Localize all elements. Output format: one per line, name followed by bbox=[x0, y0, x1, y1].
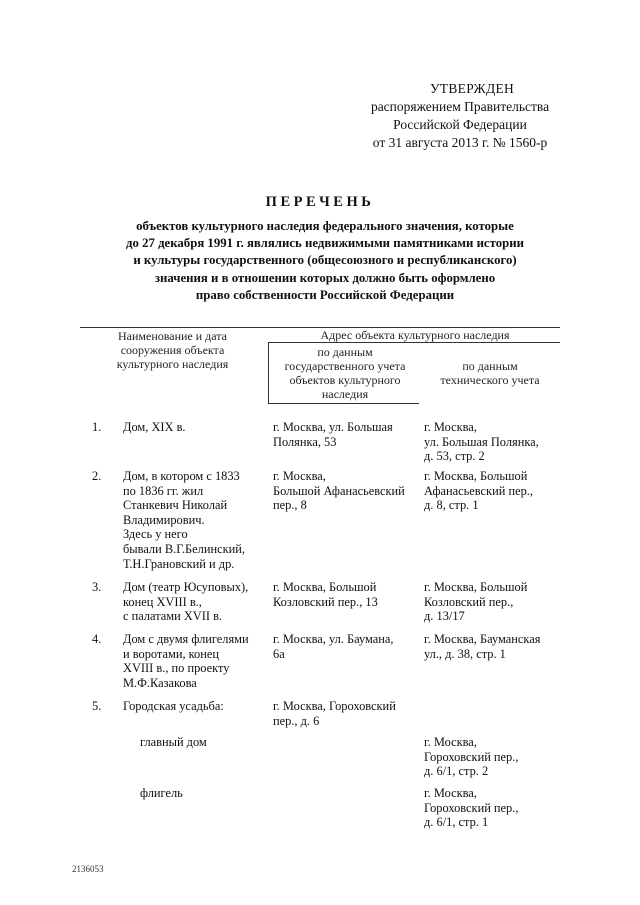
tech-address-line: Афанасьевский пер., bbox=[424, 483, 533, 498]
state-address-line: г. Москва, Гороховский bbox=[273, 699, 396, 713]
subtitle-line: объектов культурного наследия федерального значения, которые bbox=[136, 219, 514, 233]
subtitle-line: и культуры государственного (общесоюзного и республиканского) bbox=[133, 253, 517, 268]
document-title: ПЕРЕЧЕНЬ bbox=[265, 194, 375, 210]
tech-address-line: г. Москва, bbox=[424, 786, 477, 800]
state-record-header bbox=[270, 345, 420, 401]
tech-address-line: г. Москва, Большой bbox=[424, 469, 528, 483]
object-name-line: по 1836 гг. жил bbox=[123, 483, 204, 498]
row-number: 1. bbox=[92, 420, 102, 434]
state-address-line: Козловский пер., 13 bbox=[273, 594, 378, 609]
state-header-line: по данным bbox=[317, 345, 373, 359]
name-header-line: культурного наследия bbox=[116, 357, 229, 371]
object-name-line: Дом, XIX в. bbox=[123, 420, 186, 434]
address-column-header: Адрес объекта культурного наследия bbox=[320, 328, 510, 342]
object-name-line: Дом (театр Юсуповых), bbox=[123, 580, 249, 594]
state-header-line: наследия bbox=[321, 387, 369, 401]
tech-address bbox=[424, 469, 564, 513]
tech-address-line: Гороховский пер., bbox=[424, 749, 519, 764]
object-name-line: Дом с двумя флигелями bbox=[123, 632, 249, 646]
approval-line: Российской Федерации bbox=[393, 117, 527, 132]
approval-block bbox=[330, 80, 590, 152]
state-address-line: пер., 8 bbox=[273, 498, 307, 513]
object-name-line: Владимирович. bbox=[123, 512, 205, 527]
tech-record-header bbox=[420, 359, 560, 387]
state-header-line: объектов культурного bbox=[289, 373, 401, 387]
tech-address-line: д. 13/17 bbox=[424, 609, 465, 624]
tech-address-line: г. Москва, bbox=[424, 735, 477, 749]
tech-header-line: по данным bbox=[462, 359, 518, 373]
subobject-name: флигель bbox=[140, 786, 183, 800]
object-name bbox=[123, 420, 263, 435]
tech-address-line: г. Москва, bbox=[424, 420, 477, 434]
state-address-line: 6а bbox=[273, 646, 285, 661]
state-address bbox=[273, 699, 418, 728]
subobject-name: главный дом bbox=[140, 735, 207, 749]
state-address-line: Полянка, 53 bbox=[273, 434, 337, 449]
state-address bbox=[273, 469, 418, 513]
approval-line: от 31 августа 2013 г. № 1560-р bbox=[372, 135, 548, 150]
tech-address bbox=[424, 735, 564, 779]
document-code: 2136053 bbox=[72, 864, 104, 874]
approval-line: распоряжением Правительства bbox=[370, 99, 550, 114]
object-name-line: Городская усадьба: bbox=[123, 699, 224, 713]
tech-header-line: технического учета bbox=[440, 373, 540, 387]
object-name-line: Т.Н.Грановский и др. bbox=[123, 556, 235, 571]
header-state-bottom-rule bbox=[268, 403, 419, 404]
name-header-line: сооружения объекта bbox=[120, 343, 225, 357]
state-address-line: Большой Афанасьевский bbox=[273, 483, 405, 498]
object-name-line: XVIII в., по проекту bbox=[123, 661, 230, 676]
state-address-line: г. Москва, Большой bbox=[273, 580, 377, 594]
state-address-line: г. Москва, bbox=[273, 469, 326, 483]
subtitle-line: до 27 декабря 1991 г. являлись недвижимыми памятниками истории bbox=[126, 236, 524, 251]
tech-address-line: г. Москва, Большой bbox=[424, 580, 528, 594]
header-column-divider bbox=[268, 342, 269, 403]
tech-address-line: ул., д. 38, стр. 1 bbox=[424, 646, 506, 661]
tech-address-line: Гороховский пер., bbox=[424, 800, 519, 815]
name-column-header bbox=[80, 329, 265, 371]
row-number: 3. bbox=[92, 580, 102, 594]
table-header bbox=[80, 327, 560, 405]
object-name-line: Здесь у него bbox=[123, 527, 188, 542]
tech-address-line: д. 8, стр. 1 bbox=[424, 498, 479, 513]
tech-address-line: д. 53, стр. 2 bbox=[424, 449, 485, 464]
object-name bbox=[123, 699, 263, 714]
state-header-line: государственного учета bbox=[284, 359, 406, 373]
subtitle-line: право собственности Российской Федерации bbox=[195, 287, 455, 302]
state-address-line: г. Москва, ул. Большая bbox=[273, 420, 393, 434]
tech-address bbox=[424, 580, 564, 624]
object-name-line: и воротами, конец bbox=[123, 646, 219, 661]
object-name-line: М.Ф.Казакова bbox=[123, 675, 197, 690]
tech-address-line: г. Москва, Бауманская bbox=[424, 632, 541, 646]
tech-address-line: Козловский пер., bbox=[424, 594, 514, 609]
tech-address-line: д. 6/1, стр. 1 bbox=[424, 815, 489, 830]
row-number: 4. bbox=[92, 632, 102, 646]
approval-heading: УТВЕРЖДЕН bbox=[429, 81, 515, 96]
object-name-line: Станкевич Николай bbox=[123, 498, 228, 513]
state-address bbox=[273, 420, 418, 449]
state-address bbox=[273, 580, 418, 609]
object-name-line: Дом, в котором с 1833 bbox=[123, 469, 240, 483]
tech-address-line: д. 6/1, стр. 2 bbox=[424, 764, 489, 779]
tech-address bbox=[424, 420, 564, 464]
object-name-line: с палатами XVII в. bbox=[123, 609, 223, 624]
object-name bbox=[123, 469, 263, 571]
object-name bbox=[123, 580, 263, 624]
subtitle-line: значения и в отношении которых должно быть оформлено bbox=[154, 270, 496, 285]
tech-address-line: ул. Большая Полянка, bbox=[424, 434, 539, 449]
state-address-line: г. Москва, ул. Баумана, bbox=[273, 632, 394, 646]
name-header-line: Наименование и дата bbox=[117, 329, 228, 343]
document-subtitle bbox=[90, 218, 560, 304]
row-number: 2. bbox=[92, 469, 102, 483]
tech-address bbox=[424, 786, 564, 830]
state-address-line: пер., д. 6 bbox=[273, 713, 320, 728]
header-address-rule bbox=[268, 342, 560, 343]
state-address bbox=[273, 632, 418, 661]
tech-address bbox=[424, 632, 564, 661]
object-name-line: конец XVIII в., bbox=[123, 594, 202, 609]
row-number: 5. bbox=[92, 699, 102, 713]
object-name bbox=[123, 632, 263, 690]
object-name-line: бывали В.Г.Белинский, bbox=[123, 541, 245, 556]
